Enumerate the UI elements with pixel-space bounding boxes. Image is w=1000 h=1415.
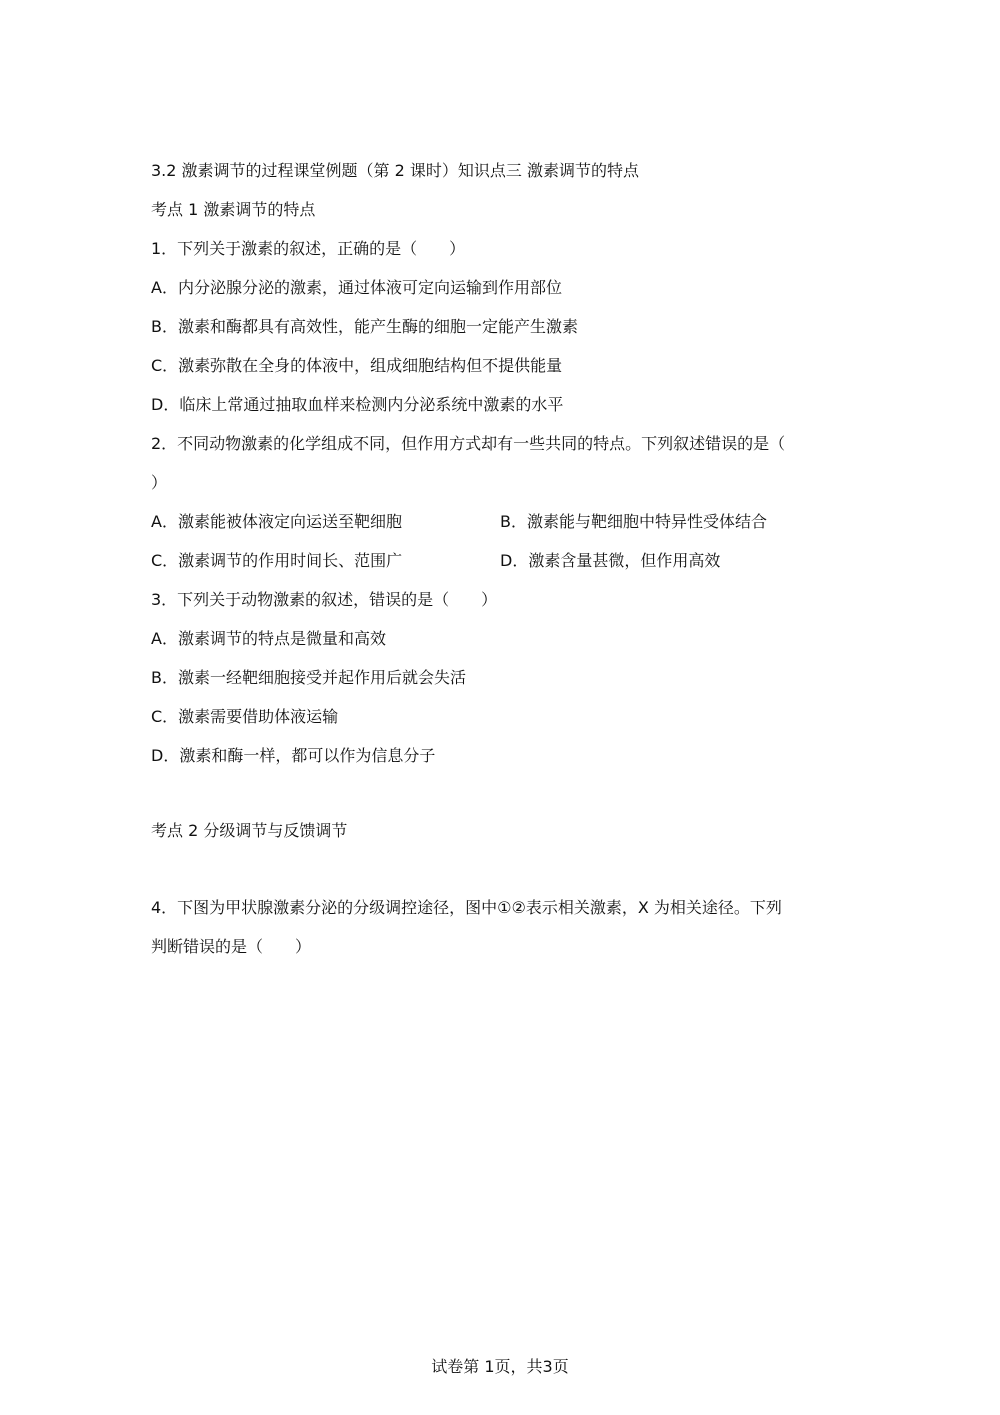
page-footer: 试卷第 1页，共3页 bbox=[431, 1357, 569, 1376]
question-2-option-b: B．激素能与靶细胞中特异性受体结合 bbox=[500, 512, 767, 531]
question-2-option-c: C．激素调节的作用时间长、范围广 bbox=[151, 551, 403, 570]
question-3-option-d: D．激素和酶一样，都可以作为信息分子 bbox=[151, 746, 436, 765]
question-1-option-c: C．激素弥散在全身的体液中，组成细胞结构但不提供能量 bbox=[151, 356, 563, 375]
question-4-stem-line2: 判断错误的是（ ） bbox=[151, 937, 312, 956]
question-2-stem-line1: 2．不同动物激素的化学组成不同，但作用方式却有一些共同的特点。下列叙述错误的是（ bbox=[151, 434, 786, 453]
question-3-option-a: A．激素调节的特点是微量和高效 bbox=[151, 629, 386, 648]
question-1-option-d: D．临床上常通过抽取血样来检测内分泌系统中激素的水平 bbox=[151, 395, 564, 414]
question-2-option-a: A．激素能被体液定向运送至靶细胞 bbox=[151, 512, 402, 531]
question-1-option-a: A．内分泌腺分泌的激素，通过体液可定向运输到作用部位 bbox=[151, 278, 562, 297]
section-heading-2: 考点 2 分级调节与反馈调节 bbox=[151, 821, 348, 840]
question-3-stem: 3．下列关于动物激素的叙述，错误的是（ ） bbox=[151, 590, 498, 609]
question-1-stem: 1．下列关于激素的叙述，正确的是（ ） bbox=[151, 239, 466, 258]
question-4-stem-line1: 4．下图为甲状腺激素分泌的分级调控途径，图中①②表示相关激素，X 为相关途径。下列 bbox=[151, 898, 782, 917]
question-2-stem-line2: ） bbox=[151, 473, 168, 492]
question-3-option-c: C．激素需要借助体液运输 bbox=[151, 707, 339, 726]
question-3-option-b: B．激素一经靶细胞接受并起作用后就会失活 bbox=[151, 668, 466, 687]
question-1-option-b: B．激素和酶都具有高效性，能产生酶的细胞一定能产生激素 bbox=[151, 317, 578, 336]
document-title: 3.2 激素调节的过程课堂例题（第 2 课时）知识点三 激素调节的特点 bbox=[151, 161, 639, 180]
question-2-option-d: D．激素含量甚微，但作用高效 bbox=[500, 551, 721, 570]
section-heading-1: 考点 1 激素调节的特点 bbox=[151, 200, 316, 219]
